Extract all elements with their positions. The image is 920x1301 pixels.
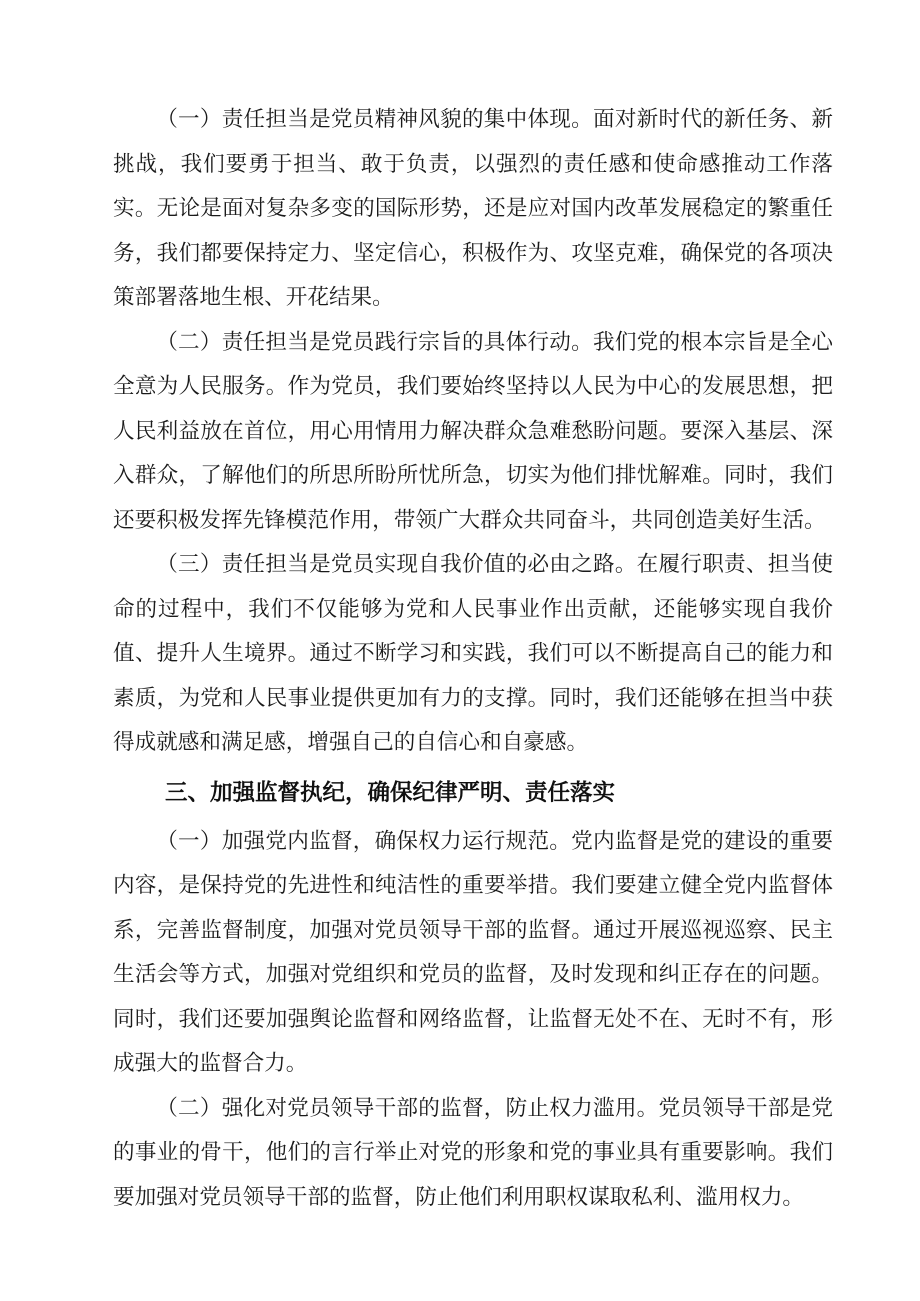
- paragraph-supervision-2: （二）强化对党员领导干部的监督，防止权力滥用。党员领导干部是党的事业的骨干，他们的言行举止对党的形象和党的事业具有重要影响。我们要加强对党员领导干部的监督，防止他们利用职权谋取私利、滥用权力。: [113, 1095, 833, 1210]
- paragraph-supervision-1: （一）加强党内监督，确保权力运行规范。党内监督是党的建设的重要内容，是保持党的先进性和纯洁性的重要举措。我们要建立健全党内监督体系，完善监督制度，加强对党员领导干部的监督。通过开展巡视巡察、民主生活会等方式，加强对党组织和党员的监督，及时发现和纠正存在的问题。同时，我们还要加强舆论监督和网络监督，让监督无处不在、无时不有，形成强大的监督合力。: [113, 828, 833, 1076]
- paragraph-responsibility-1: （一）责任担当是党员精神风貌的集中体现。面对新时代的新任务、新挑战，我们要勇于担当、敢于负责，以强烈的责任感和使命感推动工作落实。无论是面对复杂多变的国际形势，还是应对国内改革发展稳定的繁重任务，我们都要保持定力、坚定信心，积极作为、攻坚克难，确保党的各项决策部署落地生根、开花结果。: [113, 107, 833, 310]
- document-body: [113, 98, 833, 1220]
- section-heading-supervision: 三、加强监督执纪，确保纪律严明、责任落实: [165, 779, 616, 806]
- paragraph-responsibility-2: （二）责任担当是党员践行宗旨的具体行动。我们党的根本宗旨是全心全意为人民服务。作为党员，我们要始终坚持以人民为中心的发展思想，把人民利益放在首位，用心用情用力解决群众急难愁盼问题。要深入基层、深入群众，了解他们的所思所盼所忧所急，切实为他们排忧解难。同时，我们还要积极发挥先锋模范作用，带领广大群众共同奋斗，共同创造美好生活。: [113, 329, 833, 533]
- paragraph-responsibility-3: （三）责任担当是党员实现自我价值的必由之路。在履行职责、担当使命的过程中，我们不仅能够为党和人民事业作出贡献，还能够实现自我价值、提升人生境界。通过不断学习和实践，我们可以不断提高自己的能力和素质，为党和人民事业提供更加有力的支撑。同时，我们还能够在担当中获得成就感和满足感，增强自己的自信心和自豪感。: [113, 552, 833, 755]
